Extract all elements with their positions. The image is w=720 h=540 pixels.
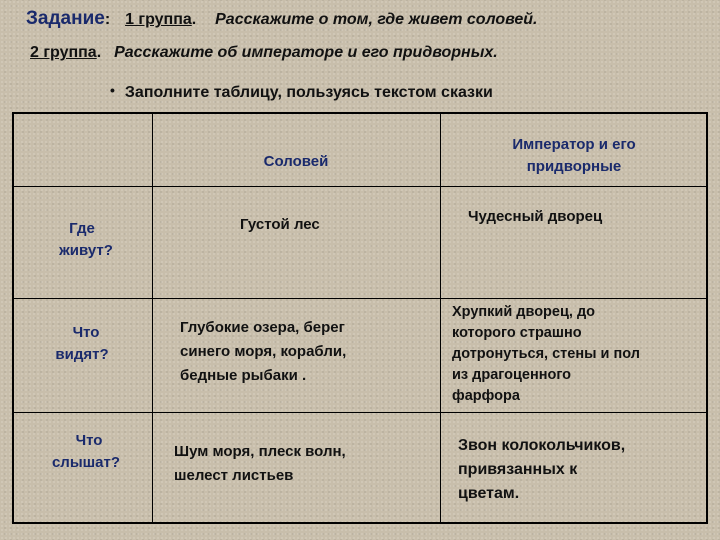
row3-nightingale: [174, 440, 346, 488]
header-emperor-line2: придворные: [526, 158, 622, 175]
row2-emperor-line5: фарфора: [452, 388, 520, 404]
row3-nightingale-line2: шелест листьев: [174, 467, 294, 484]
group1-text: Расскажите о том, где живет соловей.: [215, 11, 538, 28]
group1-dot: .: [191, 11, 197, 28]
task-colon: :: [104, 11, 111, 28]
row3-emperor-line3: цветам.: [458, 485, 520, 502]
row1-nightingale: Густой лес: [240, 216, 320, 233]
task-label: Задание: [26, 8, 105, 29]
row3-nightingale-line1: Шум моря, плеск волн,: [174, 443, 346, 460]
row2-nightingale-line1: Глубокие озера, берег: [180, 319, 345, 336]
row2-nightingale-line3: бедные рыбаки .: [180, 367, 307, 384]
header-nightingale: Соловей: [263, 153, 329, 170]
row2-question: [30, 322, 142, 366]
table-line-row2: [12, 298, 708, 299]
table-line-row1: [12, 186, 708, 187]
row2-question-line2: видят?: [55, 346, 109, 363]
row3-emperor-line1: Звон колокольчиков,: [458, 437, 626, 454]
row2-emperor-line1: Хрупкий дворец, до: [452, 304, 596, 320]
header-emperor: [474, 134, 674, 178]
group2-label: 2 группа: [30, 44, 97, 61]
row1-emperor: Чудесный дворец: [468, 208, 603, 225]
row1-question: [30, 218, 142, 262]
table-border-top: [12, 112, 708, 114]
group2-line: [30, 44, 498, 62]
row1-question-line1: Где: [69, 220, 95, 237]
table-line-row3: [12, 412, 708, 413]
row2-emperor-line2: которого страшно: [452, 325, 582, 341]
table-border-bottom: [12, 522, 708, 524]
instruction: [110, 82, 493, 102]
row3-question-line1: Что: [75, 432, 103, 449]
row2-question-line1: Что: [72, 324, 100, 341]
group1-label: 1 группа: [125, 11, 192, 28]
row1-question-line2: живут?: [59, 242, 113, 259]
instruction-text: Заполните таблицу, пользуясь текстом сказки: [124, 84, 493, 101]
bullet-icon: •: [110, 82, 115, 98]
row2-emperor: [452, 302, 640, 407]
row2-nightingale-line2: синего моря, корабли,: [180, 343, 347, 360]
row2-nightingale: [180, 316, 346, 388]
group2-text: Расскажите об императоре и его придворных.: [114, 44, 498, 61]
table-border-left: [12, 112, 14, 524]
task-title: [26, 8, 537, 30]
table-line-col2: [440, 112, 441, 524]
row2-emperor-line4: из драгоценного: [452, 367, 572, 383]
row2-emperor-line3: дотронуться, стены и пол: [452, 346, 640, 362]
table-line-col1: [152, 112, 153, 524]
row3-question-line2: слышат?: [51, 454, 121, 471]
row3-question: [30, 430, 142, 474]
header-emperor-line1: Император и его: [512, 136, 636, 153]
group2-dot: .: [96, 44, 102, 61]
row3-emperor-line2: привязанных к: [458, 461, 578, 478]
table-border-right: [706, 112, 708, 524]
row3-emperor: [458, 434, 625, 506]
